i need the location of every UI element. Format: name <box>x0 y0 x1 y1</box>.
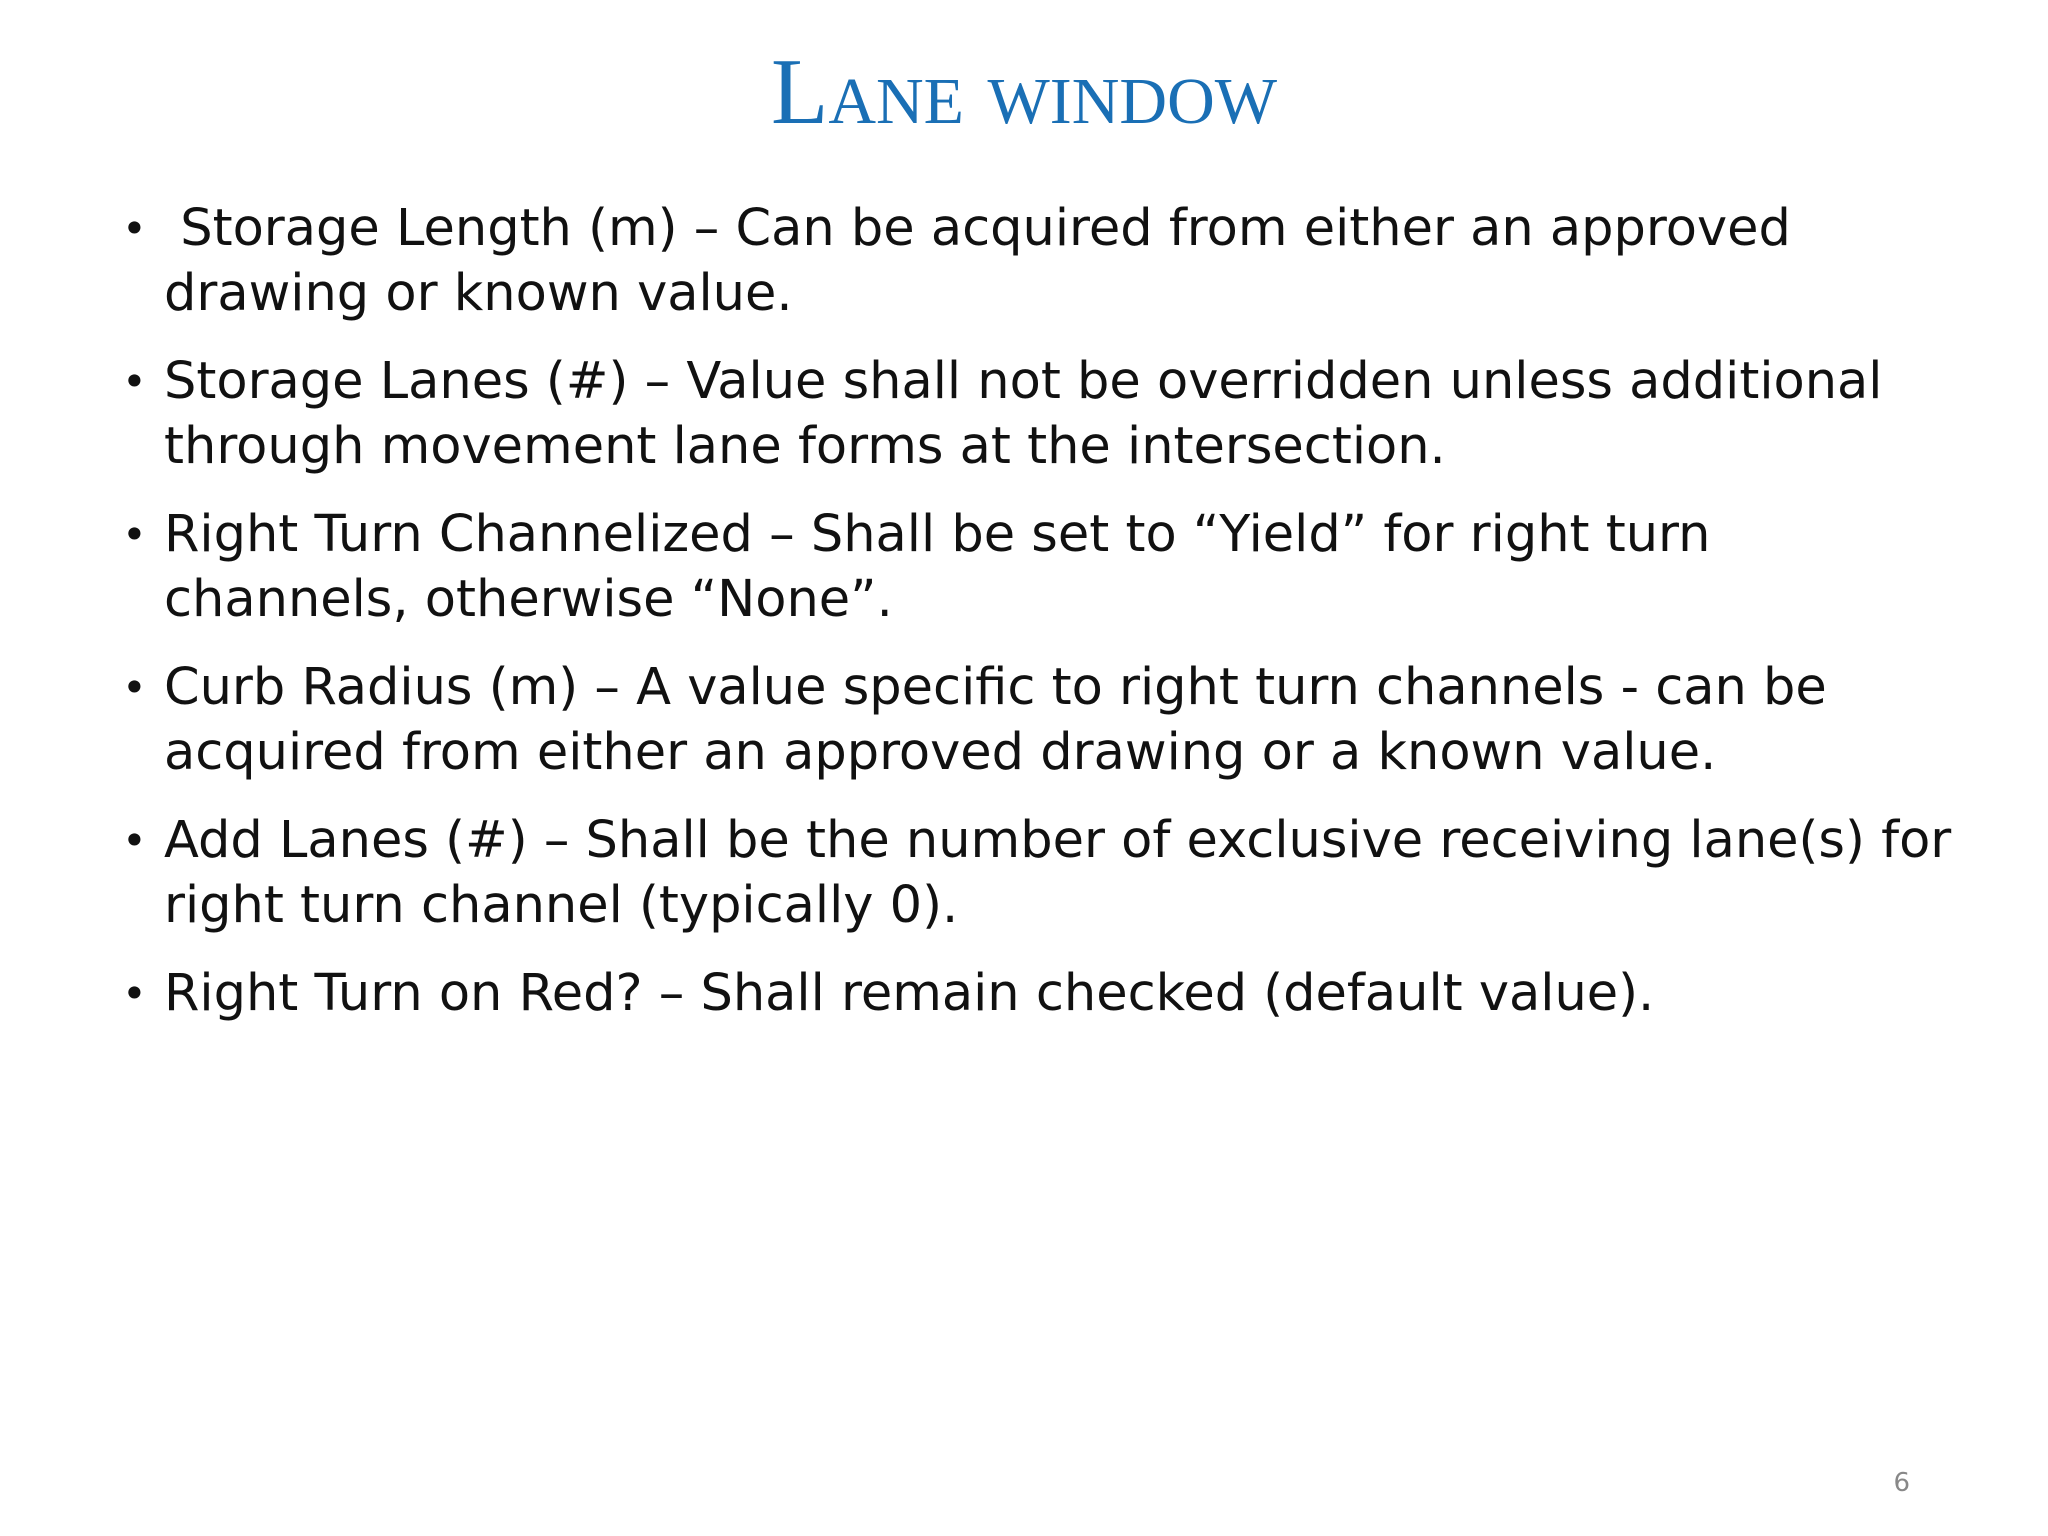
bullet-item-right-turn-on-red <box>122 961 1952 1026</box>
bullet-text: Curb Radius (m) – A value specific to right turn channels - can be acquired from either an approved drawing or a known value. <box>164 658 1827 782</box>
bullet-icon: • <box>122 510 147 559</box>
bullet-icon: • <box>122 663 147 712</box>
bullet-item-curb-radius <box>122 655 1952 785</box>
bullet-list <box>122 196 1952 1049</box>
bullet-icon: • <box>122 969 147 1018</box>
bullet-text: Storage Lanes (#) – Value shall not be overridden unless additional through movement lane forms at the intersection. <box>164 352 1883 476</box>
bullet-text: Right Turn on Red? – Shall remain checked (default value). <box>164 964 1655 1023</box>
bullet-text: Add Lanes (#) – Shall be the number of exclusive receiving lane(s) for right turn channel (typically 0). <box>164 811 1952 935</box>
bullet-text: Right Turn Channelized – Shall be set to “Yield” for right turn channels, otherwise “None”. <box>164 505 1711 629</box>
page-number: 6 <box>1893 1468 1910 1498</box>
bullet-icon: • <box>122 816 147 865</box>
bullet-text: Storage Length (m) – Can be acquired from either an approved drawing or known value. <box>164 199 1808 323</box>
bullet-item-storage-lanes <box>122 349 1952 479</box>
bullet-icon: • <box>122 357 147 406</box>
bullet-icon: • <box>122 204 147 253</box>
bullet-item-storage-length <box>122 196 1952 326</box>
slide-title: Lane window <box>770 40 1278 144</box>
bullet-item-right-turn-channelized <box>122 502 1952 632</box>
bullet-item-add-lanes <box>122 808 1952 938</box>
